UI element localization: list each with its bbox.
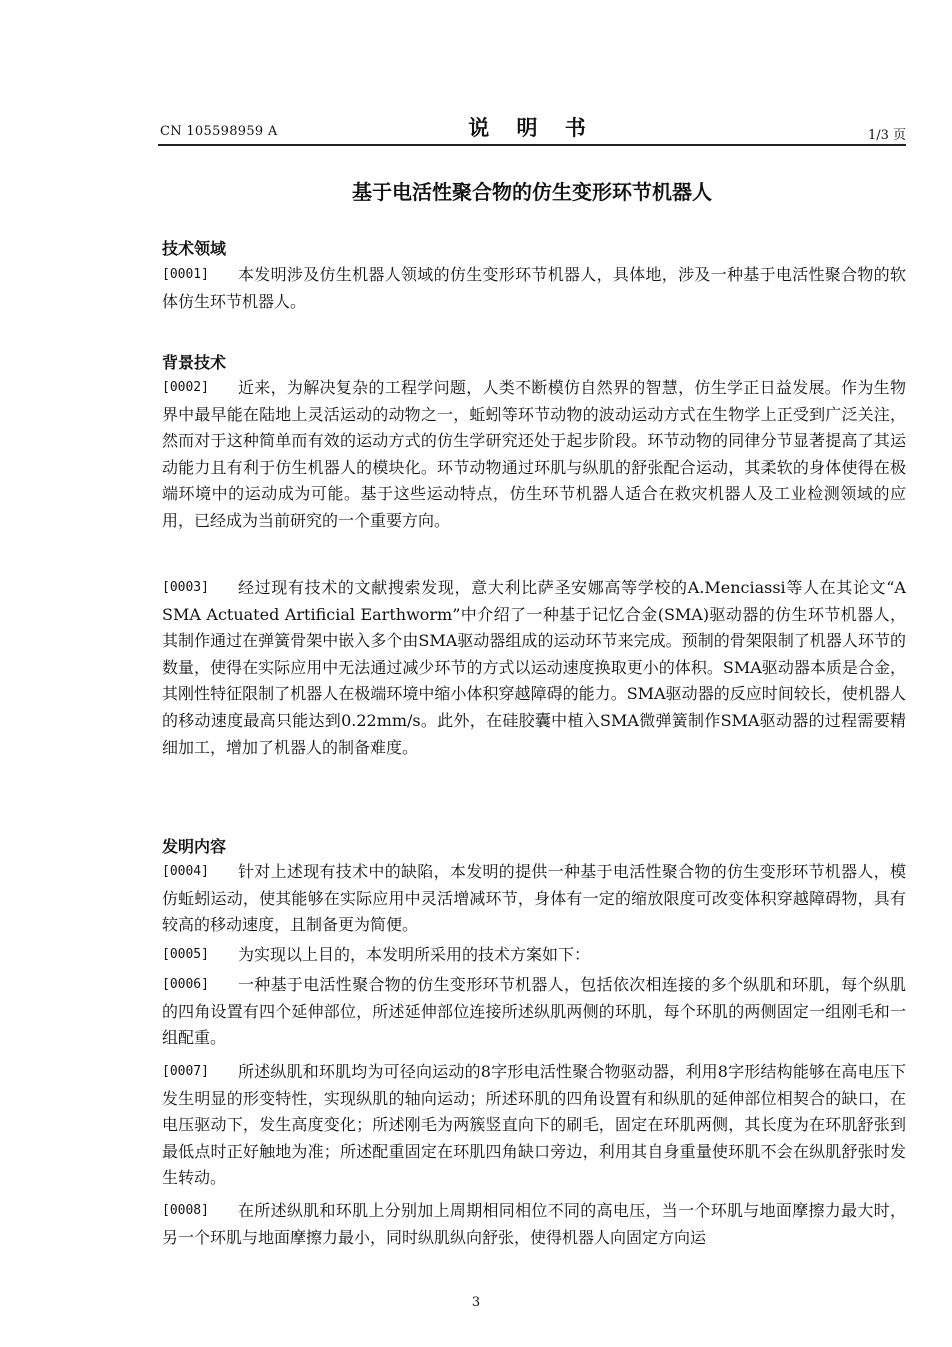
paragraph-number: [0003] (162, 580, 209, 595)
paragraph-number: [0004] (162, 864, 209, 879)
page-info: 1/3 页 (867, 128, 906, 143)
paragraph-number: [0001] (162, 267, 209, 282)
paragraph-0002 (162, 375, 906, 535)
paragraph-text: 为实现以上目的，本发明所采用的技术方案如下： (238, 945, 591, 964)
paragraph-text: 所述纵肌和环肌均为可径向运动的8字形电活性聚合物驱动器，利用8字形结构能够在高电压下发生明显的形变特性，实现纵肌的轴向运动；所述环肌的四角设置有和纵肌的延伸部位相契合的缺口，在电压驱动下，发生高度变化；所述刚毛为两簇竖直向下的刷毛，固定在环肌两侧，其长度为在环肌舒张到最低点时正好触地为准；所述配重固定在环肌四角缺口旁边，利用其自身重量使环肌不会在纵肌舒张时发生转动。 (162, 1062, 906, 1188)
paragraph-number: [0007] (162, 1064, 209, 1079)
document-title: 基于电活性聚合物的仿生变形环节机器人 (352, 180, 712, 204)
paragraph-text: 经过现有技术的文献搜索发现，意大利比萨圣安娜高等学校的A.Menciassi等人在其论文“A SMA Actuated Artificial Earthworm”中介绍了一种基于记忆合金(SMA)驱动器的仿生环节机器人，其制作通过在弹簧骨架中嵌入多个由SMA驱动器组成的运动环节来完成。预制的骨架限制了机器人环节的数量，使得在实际应用中无法通过减少环节的方式以运动速度换取更小的体积。SMA驱动器本质是合金，其刚性特征限制了机器人在极端环境中缩小体积穿越障碍的能力。SMA驱动器的反应时间较长，使机器人的移动速度最高只能达到0.22mm/s。此外，在硅胶囊中植入SMA微弹簧制作SMA驱动器的过程需要精细加工，增加了机器人的制备难度。 (162, 578, 906, 757)
paragraph-0003 (162, 575, 906, 761)
paragraph-0008 (162, 1198, 906, 1251)
paragraph-0005 (162, 942, 906, 969)
paragraph-0001 (162, 262, 906, 315)
page-header (158, 112, 906, 144)
paragraph-0007 (162, 1059, 906, 1192)
paragraph-0006 (162, 972, 906, 1052)
paragraph-text: 本发明涉及仿生机器人领域的仿生变形环节机器人，具体地，涉及一种基于电活性聚合物的软体仿生环节机器人。 (162, 265, 906, 311)
section-heading-content: 发明内容 (162, 837, 227, 856)
document-number: CN 105598959 A (160, 124, 278, 139)
paragraph-number: [0008] (162, 1203, 209, 1218)
paragraph-number: [0002] (162, 380, 209, 395)
header-rule (158, 144, 906, 146)
document-type: 说 明 书 (468, 115, 596, 140)
paragraph-text: 针对上述现有技术中的缺陷，本发明的提供一种基于电活性聚合物的仿生变形环节机器人，模仿蚯蚓运动，使其能够在实际应用中灵活增减环节，身体有一定的缩放限度可改变体积穿越障碍物，具有较高的移动速度，且制备更为简便。 (162, 862, 906, 935)
paragraph-number: [0006] (162, 977, 209, 992)
paragraph-text: 近来，为解决复杂的工程学问题，人类不断模仿自然界的智慧，仿生学正日益发展。作为生物界中最早能在陆地上灵活运动的动物之一，蚯蚓等环节动物的波动运动方式在生物学上正受到广泛关注，然而对于这种简单而有效的运动方式的仿生学研究还处于起步阶段。环节动物的同律分节显著提高了其运动能力且有利于仿生机器人的模块化。环节动物通过环肌与纵肌的舒张配合运动，其柔软的身体使得在极端环境中的运动成为可能。基于这些运动特点，仿生环节机器人适合在救灾机器人及工业检测领域的应用，已经成为当前研究的一个重要方向。 (162, 378, 906, 530)
section-heading-tech-field: 技术领域 (162, 239, 227, 258)
paragraph-0004 (162, 859, 906, 939)
paragraph-text: 在所述纵肌和环肌上分别加上周期相同相位不同的高电压，当一个环肌与地面摩擦力最大时，另一个环肌与地面摩擦力最小，同时纵肌纵向舒张，使得机器人向固定方向运 (162, 1201, 906, 1247)
paragraph-text: 一种基于电活性聚合物的仿生变形环节机器人，包括依次相连接的多个纵肌和环肌，每个纵肌的四角设置有四个延伸部位，所述延伸部位连接所述纵肌两侧的环肌，每个环肌的两侧固定一组刚毛和一组配重。 (162, 975, 906, 1048)
section-heading-background: 背景技术 (162, 353, 227, 372)
page-number: 3 (471, 1295, 481, 1310)
paragraph-number: [0005] (162, 947, 209, 962)
